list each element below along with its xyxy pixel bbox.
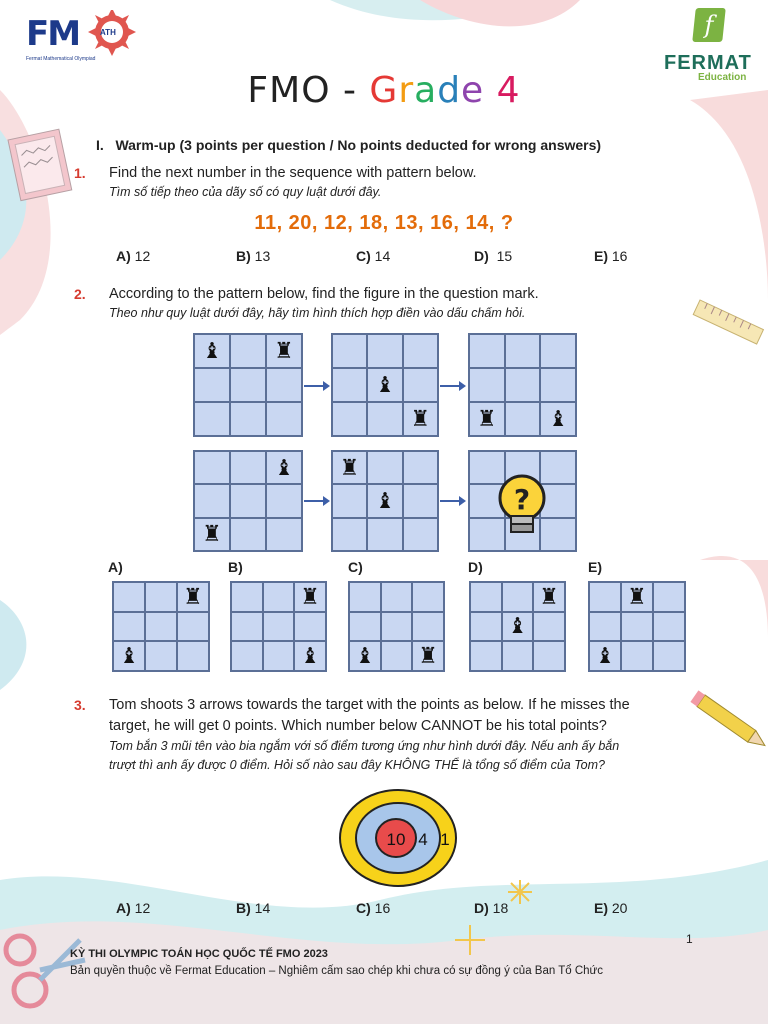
question-2-text: According to the pattern below, find the figure in the question mark. [109, 286, 539, 302]
footer-competition-name: KỲ THI OLYMPIC TOÁN HỌC QUỐC TẾ FMO 2023 [70, 948, 328, 960]
q1-option-d[interactable]: D) 15 [474, 248, 513, 264]
fermat-logo-name: FERMAT [664, 52, 752, 74]
page-title [0, 70, 768, 111]
q2-option-b-grid[interactable] [230, 581, 327, 672]
bishop-icon: ♝ [540, 402, 576, 436]
rook-icon: ♜ [266, 334, 302, 368]
question-mark-glyph: ? [513, 483, 531, 516]
bishop-icon: ♝ [194, 334, 230, 368]
rook-icon: ♜ [533, 582, 565, 612]
bishop-icon: ♝ [294, 641, 326, 671]
q2-option-label-e: E) [588, 559, 602, 575]
title-grade [369, 70, 520, 111]
title-grade-letter: G [369, 70, 399, 111]
fmo-logo-sub: ATH [100, 28, 116, 37]
q2-option-label-b: B) [228, 559, 243, 575]
target-outer-score: 1 [440, 830, 450, 849]
q1-option-a[interactable]: A) 12 [116, 248, 151, 264]
title-prefix: FMO - [247, 70, 370, 111]
question-1-vi: Tìm số tiếp theo của dãy số có quy luật dưới đây. [109, 185, 382, 199]
q2-option-e-grid[interactable] [588, 581, 686, 672]
rook-icon: ♜ [177, 582, 209, 612]
bishop-icon: ♝ [367, 368, 402, 402]
section-heading: I. Warm-up (3 points per question / No points deducted for wrong answers) [96, 137, 602, 153]
target-middle-score: 4 [418, 830, 428, 849]
archery-target [338, 788, 458, 888]
bishop-icon: ♝ [589, 641, 621, 671]
q2-option-d-grid[interactable] [469, 581, 566, 672]
rook-icon: ♜ [469, 402, 505, 436]
bishop-icon: ♝ [502, 612, 534, 642]
bishop-icon: ♝ [113, 641, 145, 671]
pattern-grid [193, 333, 303, 437]
question-3-text-line1: Tom shoots 3 arrows towards the target with the points as below. If he misses the [109, 697, 630, 713]
q3-option-e[interactable]: E) 20 [594, 900, 628, 916]
pattern-grid [331, 450, 439, 552]
q2-option-label-d: D) [468, 559, 483, 575]
pattern-grid [468, 333, 577, 437]
number-sequence: 11, 20, 12, 18, 13, 16, 14, ? [254, 212, 514, 234]
arrow-icon [440, 385, 464, 387]
question-number-1: 1. [74, 165, 86, 181]
q1-option-e[interactable]: E) 16 [594, 248, 628, 264]
title-grade-letter: r [398, 70, 415, 111]
arrow-icon [440, 500, 464, 502]
arrow-icon [304, 385, 328, 387]
q2-option-a-grid[interactable] [112, 581, 210, 672]
pattern-grid [193, 450, 303, 552]
fermat-logo-sub: Education [698, 72, 747, 83]
question-number-3: 3. [74, 697, 86, 713]
lightbulb-question-icon [494, 472, 550, 538]
fermat-logo-letter: f [704, 11, 714, 39]
q2-option-label-c: C) [348, 559, 363, 575]
title-grade-letter: 4 [484, 70, 521, 111]
page-number: 1 [686, 932, 693, 946]
fmo-logo [26, 10, 136, 66]
fmo-logo-text: FM [26, 14, 80, 54]
q1-option-c[interactable]: C) 14 [356, 248, 391, 264]
q3-option-a[interactable]: A) 12 [116, 900, 151, 916]
rook-icon: ♜ [294, 582, 326, 612]
rook-icon: ♜ [194, 518, 230, 551]
question-1-text: Find the next number in the sequence with pattern below. [109, 165, 477, 181]
q3-option-d[interactable]: D) 18 [474, 900, 509, 916]
question-2-vi: Theo như quy luật dưới đây, hãy tìm hình thích hợp điền vào dấu chấm hỏi. [109, 306, 526, 320]
q1-option-b[interactable]: B) 13 [236, 248, 271, 264]
title-grade-letter: d [437, 70, 462, 111]
q3-option-c[interactable]: C) 16 [356, 900, 391, 916]
rook-icon: ♜ [412, 641, 444, 671]
bishop-icon: ♝ [349, 641, 381, 671]
bishop-icon: ♝ [367, 484, 402, 517]
q2-option-label-a: A) [108, 559, 123, 575]
rook-icon: ♜ [403, 402, 438, 436]
question-3-text-line2: target, he will get 0 points. Which number below CANNOT be his total points? [109, 718, 607, 734]
title-grade-letter: a [414, 70, 438, 111]
question-3-vi-line2: trượt thì anh ấy được 0 điểm. Hỏi số nào sau đây KHÔNG THỂ là tổng số điểm của Tom? [109, 758, 605, 772]
target-inner-score: 10 [386, 830, 406, 849]
question-3-vi-line1: Tom bắn 3 mũi tên vào bia ngắm với số điểm tương ứng như hình dưới đây. Nếu anh ấy bắn [109, 739, 620, 753]
pattern-grid [331, 333, 439, 437]
footer-copyright: Bản quyền thuộc về Fermat Education – Nghiêm cấm sao chép khi chưa có sự đồng ý của Ban Tổ Chức [70, 965, 604, 977]
rook-icon: ♜ [621, 582, 653, 612]
bishop-icon: ♝ [266, 451, 302, 484]
rook-icon: ♜ [332, 451, 367, 484]
question-number-2: 2. [74, 286, 86, 302]
q2-option-c-grid[interactable] [348, 581, 445, 672]
title-grade-letter: e [461, 70, 485, 111]
arrow-icon [304, 500, 328, 502]
fmo-logo-caption: Fermat Mathematical Olympiad [26, 56, 96, 62]
q3-option-b[interactable]: B) 14 [236, 900, 271, 916]
